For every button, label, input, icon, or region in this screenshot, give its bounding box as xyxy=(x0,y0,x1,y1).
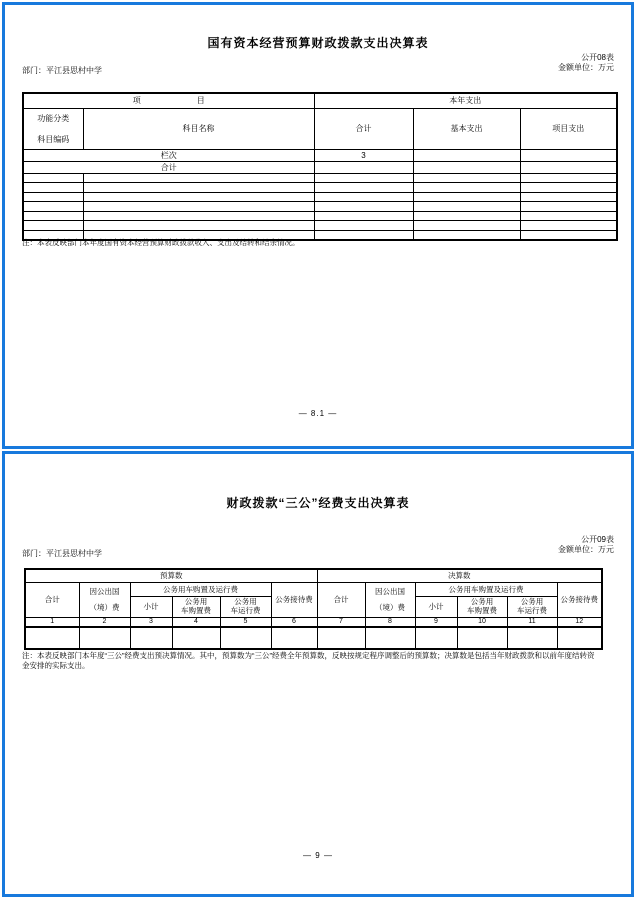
empty-rows xyxy=(23,173,617,240)
operation-line1: 公务用 xyxy=(520,597,544,606)
empty-cell xyxy=(520,183,617,193)
page2-note: 注：本表反映部门本年度“三公”经费支出预决算情况。其中，预算数为“三公”经费全年预算数，反映按规定程序调整后的预算数；决算数是包括当年财政拨款和以前年度结转资金安排的实际支出。 xyxy=(22,651,595,670)
empty-cell xyxy=(83,173,314,183)
unit-label: 金额单位：万元 xyxy=(558,545,614,554)
operation-line2: 车运行费 xyxy=(230,605,261,615)
empty-table-row xyxy=(23,202,617,212)
header-vehicle-purchase-final xyxy=(457,596,507,617)
header-subject-name: 科目名称 xyxy=(83,108,314,149)
header-subtotal-budget: 小计 xyxy=(130,596,172,617)
header-abroad-final xyxy=(365,582,415,617)
operation-line1: 公务用 xyxy=(234,597,257,606)
table-row xyxy=(25,569,602,582)
header-vehicle-group-budget: 公务用车购置及运行费 xyxy=(130,582,271,596)
empty-cell xyxy=(314,211,413,221)
empty-cell xyxy=(23,221,83,231)
header-item-group: 项 目 xyxy=(23,93,314,108)
empty-cell xyxy=(23,173,83,183)
page2-title: 财政拨款“三公”经费支出决算表 xyxy=(226,496,410,510)
empty-cell xyxy=(172,627,220,649)
header-vehicle-group-final: 公务用车购置及运行费 xyxy=(415,582,557,596)
empty-cell xyxy=(25,627,79,649)
unit-label: 金额单位：万元 xyxy=(558,63,614,72)
page-1 xyxy=(2,2,634,449)
header-year-expense-group: 本年支出 xyxy=(314,93,617,108)
table-row xyxy=(23,93,617,108)
empty-cell xyxy=(557,627,602,649)
page2-form-meta xyxy=(558,535,614,555)
column-index-total-value: 3 xyxy=(314,149,413,161)
empty-cell xyxy=(83,202,314,212)
column-number: 3 xyxy=(130,617,172,627)
empty-cell xyxy=(415,627,457,649)
page1-note: 注：本表反映部门本年度国有资本经营预算财政拨款收入、支出及结转和结余情况。 xyxy=(22,238,300,247)
empty-cell xyxy=(520,192,617,202)
empty-cell xyxy=(413,161,520,173)
empty-cell xyxy=(83,192,314,202)
header-vehicle-operation-final xyxy=(507,596,557,617)
empty-cell xyxy=(520,149,617,161)
header-total: 合计 xyxy=(314,108,413,149)
column-number: 12 xyxy=(557,617,602,627)
empty-cell xyxy=(23,211,83,221)
empty-table-row xyxy=(23,183,617,193)
table-row xyxy=(23,149,617,161)
abroad-line1: 因公出国 xyxy=(89,587,120,596)
table-row xyxy=(23,108,617,149)
empty-cell xyxy=(317,627,365,649)
page-2 xyxy=(2,451,634,897)
abroad-line1: 因公出国 xyxy=(375,587,405,596)
empty-cell xyxy=(23,183,83,193)
empty-cell xyxy=(520,161,617,173)
empty-cell xyxy=(520,173,617,183)
empty-cell xyxy=(413,173,520,183)
column-number: 10 xyxy=(457,617,507,627)
header-project-expense: 项目支出 xyxy=(520,108,617,149)
empty-cell xyxy=(413,221,520,231)
page1-title: 国有资本经营预算财政拨款支出决算表 xyxy=(207,36,429,50)
empty-cell xyxy=(507,627,557,649)
purchase-line1: 公务用 xyxy=(470,597,494,606)
header-vehicle-purchase-budget xyxy=(172,596,220,617)
abroad-line2: （境）费 xyxy=(375,603,405,612)
empty-cell xyxy=(83,211,314,221)
column-number: 7 xyxy=(317,617,365,627)
empty-cell xyxy=(413,211,520,221)
column-number: 4 xyxy=(172,617,220,627)
page1-form-meta xyxy=(558,53,614,73)
table-row xyxy=(23,161,617,173)
empty-table-row xyxy=(23,211,617,221)
department-label: 部门：平江县思村中学 xyxy=(22,66,102,75)
header-budget-group: 预算数 xyxy=(25,569,317,582)
empty-cell xyxy=(83,183,314,193)
total-row-label: 合计 xyxy=(23,161,314,173)
purchase-line2: 车购置费 xyxy=(181,605,211,615)
column-number-row xyxy=(25,617,602,627)
header-abroad-budget xyxy=(79,582,130,617)
empty-cell xyxy=(220,627,271,649)
column-number: 9 xyxy=(415,617,457,627)
form-code: 公开08表 xyxy=(581,53,614,62)
page1-page-number: — 8.1 — xyxy=(298,409,338,418)
function-class-line1: 功能分类 xyxy=(37,113,70,123)
empty-cell xyxy=(457,627,507,649)
empty-cell xyxy=(413,149,520,161)
purchase-line1: 公务用 xyxy=(184,597,208,606)
empty-cell xyxy=(314,183,413,193)
department-label: 部门：平江县思村中学 xyxy=(22,549,102,558)
header-reception-final: 公务接待费 xyxy=(557,582,602,617)
empty-cell xyxy=(314,192,413,202)
header-subtotal-final: 小计 xyxy=(415,596,457,617)
header-vehicle-operation-budget xyxy=(220,596,271,617)
empty-cell xyxy=(314,161,413,173)
header-reception-budget: 公务接待费 xyxy=(271,582,317,617)
empty-cell xyxy=(23,202,83,212)
empty-cell xyxy=(314,221,413,231)
empty-cell xyxy=(413,183,520,193)
empty-cell xyxy=(79,627,130,649)
column-number: 8 xyxy=(365,617,415,627)
column-number: 1 xyxy=(25,617,79,627)
operation-line2: 车运行费 xyxy=(517,605,547,615)
column-number: 6 xyxy=(271,617,317,627)
page1-table xyxy=(22,92,618,241)
empty-cell xyxy=(520,211,617,221)
page2-table xyxy=(24,568,603,650)
column-number: 11 xyxy=(507,617,557,627)
empty-cell xyxy=(23,192,83,202)
empty-cell xyxy=(413,192,520,202)
column-number: 5 xyxy=(220,617,271,627)
empty-cell xyxy=(520,202,617,212)
column-number: 2 xyxy=(79,617,130,627)
empty-cell xyxy=(365,627,415,649)
empty-cell xyxy=(271,627,317,649)
empty-table-row xyxy=(23,221,617,231)
header-total-final: 合计 xyxy=(317,582,365,617)
page2-page-number: — 9 — xyxy=(303,851,333,860)
header-final-group: 决算数 xyxy=(317,569,602,582)
abroad-line2: （境）费 xyxy=(89,603,120,612)
table-row xyxy=(25,627,602,649)
header-total-budget: 合计 xyxy=(25,582,79,617)
header-basic-expense: 基本支出 xyxy=(413,108,520,149)
form-code: 公开09表 xyxy=(581,535,614,544)
column-index-label: 栏次 xyxy=(23,149,314,161)
purchase-line2: 车购置费 xyxy=(467,605,497,615)
table-row xyxy=(25,582,602,596)
empty-cell xyxy=(314,202,413,212)
empty-table-row xyxy=(23,192,617,202)
empty-cell xyxy=(413,202,520,212)
empty-table-row xyxy=(23,173,617,183)
header-function-class xyxy=(23,108,83,149)
empty-cell xyxy=(314,173,413,183)
empty-cell xyxy=(520,221,617,231)
function-class-line2: 科目编码 xyxy=(37,134,70,144)
empty-cell xyxy=(83,221,314,231)
empty-cell xyxy=(130,627,172,649)
